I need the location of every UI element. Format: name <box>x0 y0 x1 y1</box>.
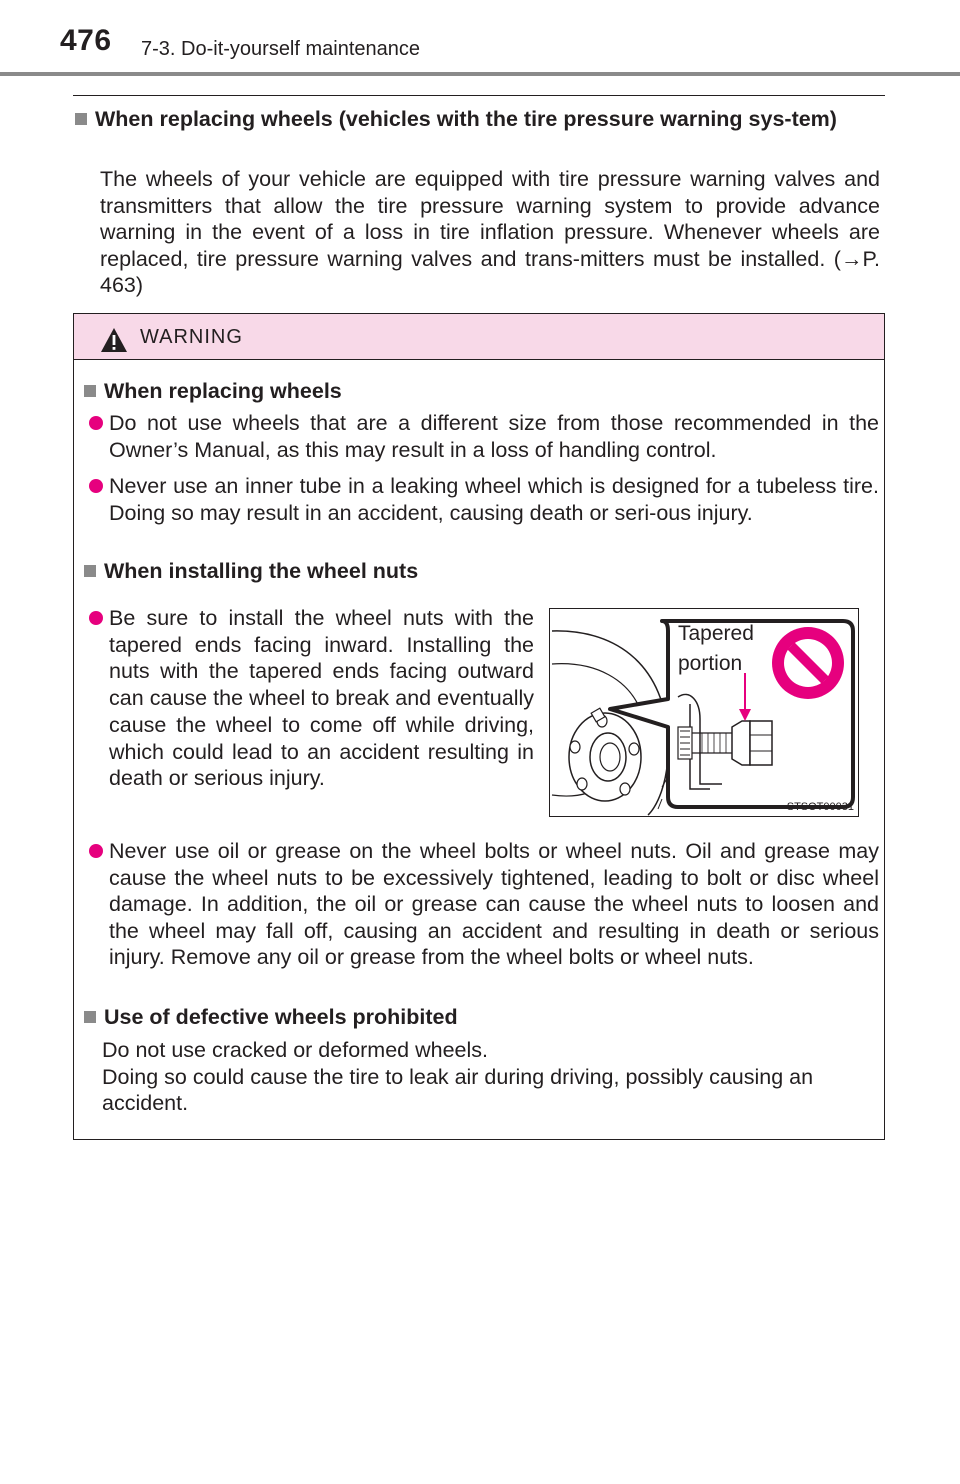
section-heading-text: When replacing wheels <box>104 379 342 403</box>
bullet-dot-icon <box>89 844 103 858</box>
warning-section-heading <box>84 559 418 584</box>
body-line: Doing so could cause the tire to leak air during driving, possibly causing an accident. <box>102 1064 814 1115</box>
warning-section-heading <box>84 1005 458 1030</box>
section-heading-text: Use of defective wheels prohibited <box>104 1005 458 1029</box>
square-bullet-icon <box>84 1011 96 1023</box>
callout-line: Tapered <box>678 622 754 645</box>
warning-section-heading <box>84 379 342 404</box>
list-item <box>84 410 879 463</box>
warning-triangle-icon <box>100 327 128 353</box>
page-number: 476 <box>60 24 112 57</box>
figure-callout <box>678 619 754 679</box>
list-item <box>84 838 879 971</box>
list-item-text: Be sure to install the wheel nuts with the tapered ends facing inward. Installing the nuts with the tapered ends facing outward can cause the wheel to break and eventually cause the wheel to come off while driving, which could lead to an accident resulting in death or serious injury. <box>109 606 534 791</box>
intro-heading-text: When replacing wheels (vehicles with the tire pressure warning sys-tem) <box>95 107 837 131</box>
body-line: Do not use cracked or deformed wheels. <box>102 1038 489 1062</box>
bullet-dot-icon <box>89 479 103 493</box>
callout-line: portion <box>678 652 743 675</box>
list-item <box>84 473 879 526</box>
section-title: 7-3. Do-it-yourself maintenance <box>141 38 421 60</box>
list-item <box>84 605 534 792</box>
header-rule <box>0 72 960 76</box>
bullet-dot-icon <box>89 416 103 430</box>
bullet-dot-icon <box>89 611 103 625</box>
figure-caption: STSOT00031 <box>786 801 854 813</box>
warning-box <box>73 313 885 1140</box>
warning-header <box>74 314 884 360</box>
divider <box>73 95 885 96</box>
intro-heading <box>75 106 885 133</box>
intro-body: The wheels of your vehicle are equipped with tire pressure warning valves and transmitters that allow the tire pressure warning system to provide advance warning in the event of a loss in tire inflation pressure. Whenever wheels are replaced, tire pressure warning valves and trans-mitters must be installed. (→P. 463) <box>100 167 880 297</box>
square-bullet-icon <box>75 113 87 125</box>
warning-label: WARNING <box>140 326 243 348</box>
page-header <box>0 0 960 80</box>
wheel-nut-illustration <box>549 608 859 817</box>
list-item-text: Never use an inner tube in a leaking wheel which is designed for a tubeless tire. Doing so may result in an accident, causing death or seri-ous injury. <box>109 474 879 525</box>
section-body <box>102 1037 874 1117</box>
list-item-text: Never use oil or grease on the wheel bolts or wheel nuts. Oil and grease may cause the wheel nuts to be excessively tightened, leading to bolt or disc wheel damage. In addition, the oil or grease can cause the wheel nuts to loosen and the wheel may fall off, causing an accident and resulting in death or serious injury. Remove any oil or grease from the wheel bolts or wheel nuts. <box>109 839 879 969</box>
list-item-text: Do not use wheels that are a different size from those recommended in the Owner’s Manual, as this may result in a loss of handling control. <box>109 411 879 462</box>
section-heading-text: When installing the wheel nuts <box>104 559 419 583</box>
square-bullet-icon <box>84 385 96 397</box>
square-bullet-icon <box>84 565 96 577</box>
